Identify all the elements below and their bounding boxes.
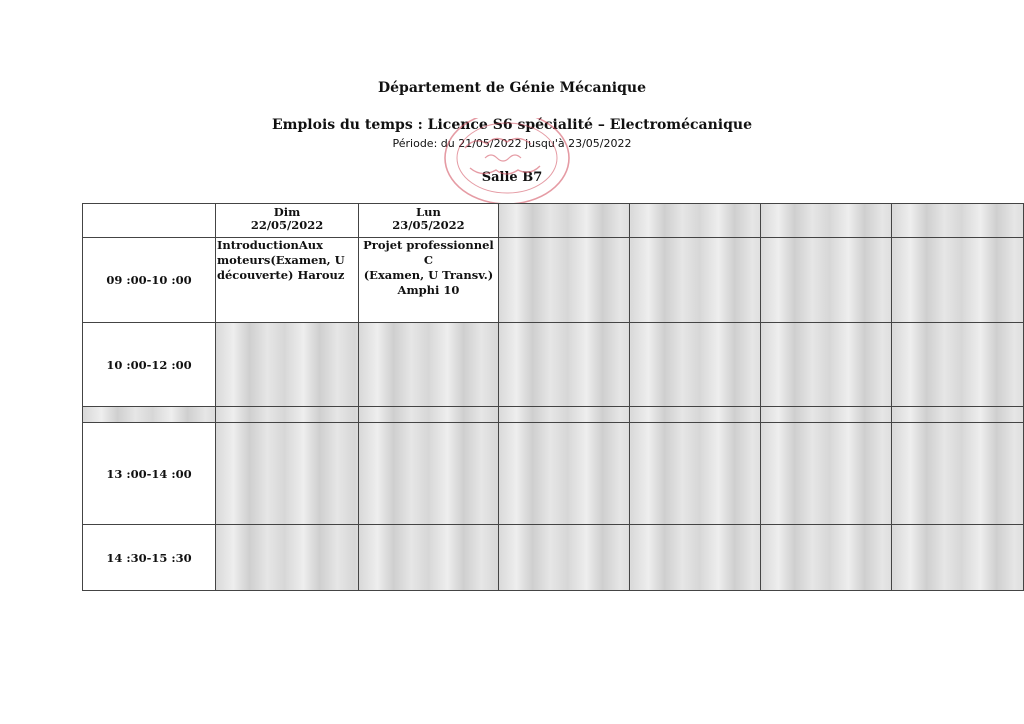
empty-cell <box>498 323 630 407</box>
empty-cell <box>760 525 892 591</box>
time-slot-cell: 14 :30-15 :30 <box>83 525 216 591</box>
period-text: Période: du 21/05/2022 jusqu'à 23/05/2022 <box>392 137 632 150</box>
corner-cell <box>83 204 216 238</box>
day-name: Lun <box>416 205 441 219</box>
table-row <box>83 525 1024 591</box>
day-header-dim <box>215 204 358 238</box>
session-line: (Examen, U Transv.) <box>363 268 494 282</box>
schedule-table <box>82 203 1024 591</box>
empty-cell <box>630 238 761 323</box>
empty-cell <box>760 238 892 323</box>
session-line: moteurs(Examen, U <box>216 253 345 267</box>
empty-header-cell <box>498 204 630 238</box>
day-date: 23/05/2022 <box>392 218 465 232</box>
department-title: Département de Génie Mécanique <box>378 80 646 96</box>
session-line: IntroductionAux <box>216 238 323 252</box>
day-name: Dim <box>273 205 301 219</box>
table-row <box>83 323 1024 407</box>
empty-cell <box>359 407 499 423</box>
empty-cell <box>359 423 499 525</box>
time-slot-cell: 10 :00-12 :00 <box>83 323 216 407</box>
header-row <box>83 204 1024 238</box>
session-line: Amphi 10 <box>397 283 460 297</box>
empty-cell <box>892 407 1024 423</box>
empty-cell <box>630 323 761 407</box>
session-cell-dim-0900 <box>215 238 358 323</box>
empty-cell <box>498 423 630 525</box>
day-date: 22/05/2022 <box>250 218 324 232</box>
session-cell-lun-0900 <box>359 238 499 323</box>
empty-cell <box>630 525 761 591</box>
empty-cell <box>630 423 761 525</box>
room-label: Salle B7 <box>481 170 543 185</box>
break-row <box>83 407 1024 423</box>
empty-cell <box>215 323 358 407</box>
session-line: Projet professionnel <box>363 238 494 252</box>
empty-cell <box>630 407 761 423</box>
empty-cell <box>760 423 892 525</box>
schedule-title: Emplois du temps : Licence S6 spécialité – Electromécanique <box>272 117 752 133</box>
empty-header-cell <box>892 204 1024 238</box>
empty-cell <box>215 407 358 423</box>
empty-cell <box>760 323 892 407</box>
empty-cell <box>215 525 358 591</box>
empty-cell <box>760 407 892 423</box>
empty-cell <box>892 423 1024 525</box>
empty-cell <box>359 525 499 591</box>
empty-cell <box>892 238 1024 323</box>
empty-cell <box>498 525 630 591</box>
empty-cell <box>892 525 1024 591</box>
empty-cell <box>498 407 630 423</box>
empty-header-cell <box>630 204 761 238</box>
time-slot-cell: 09 :00-10 :00 <box>83 238 216 323</box>
table-row <box>83 423 1024 525</box>
day-header-lun <box>359 204 499 238</box>
session-line: C <box>423 253 434 267</box>
empty-cell <box>83 407 216 423</box>
empty-cell <box>359 323 499 407</box>
empty-cell <box>215 423 358 525</box>
empty-cell <box>498 238 630 323</box>
time-slot-cell: 13 :00-14 :00 <box>83 423 216 525</box>
table-row <box>83 238 1024 323</box>
empty-header-cell <box>760 204 892 238</box>
empty-cell <box>892 323 1024 407</box>
session-line: découverte) Harouz <box>216 268 345 282</box>
